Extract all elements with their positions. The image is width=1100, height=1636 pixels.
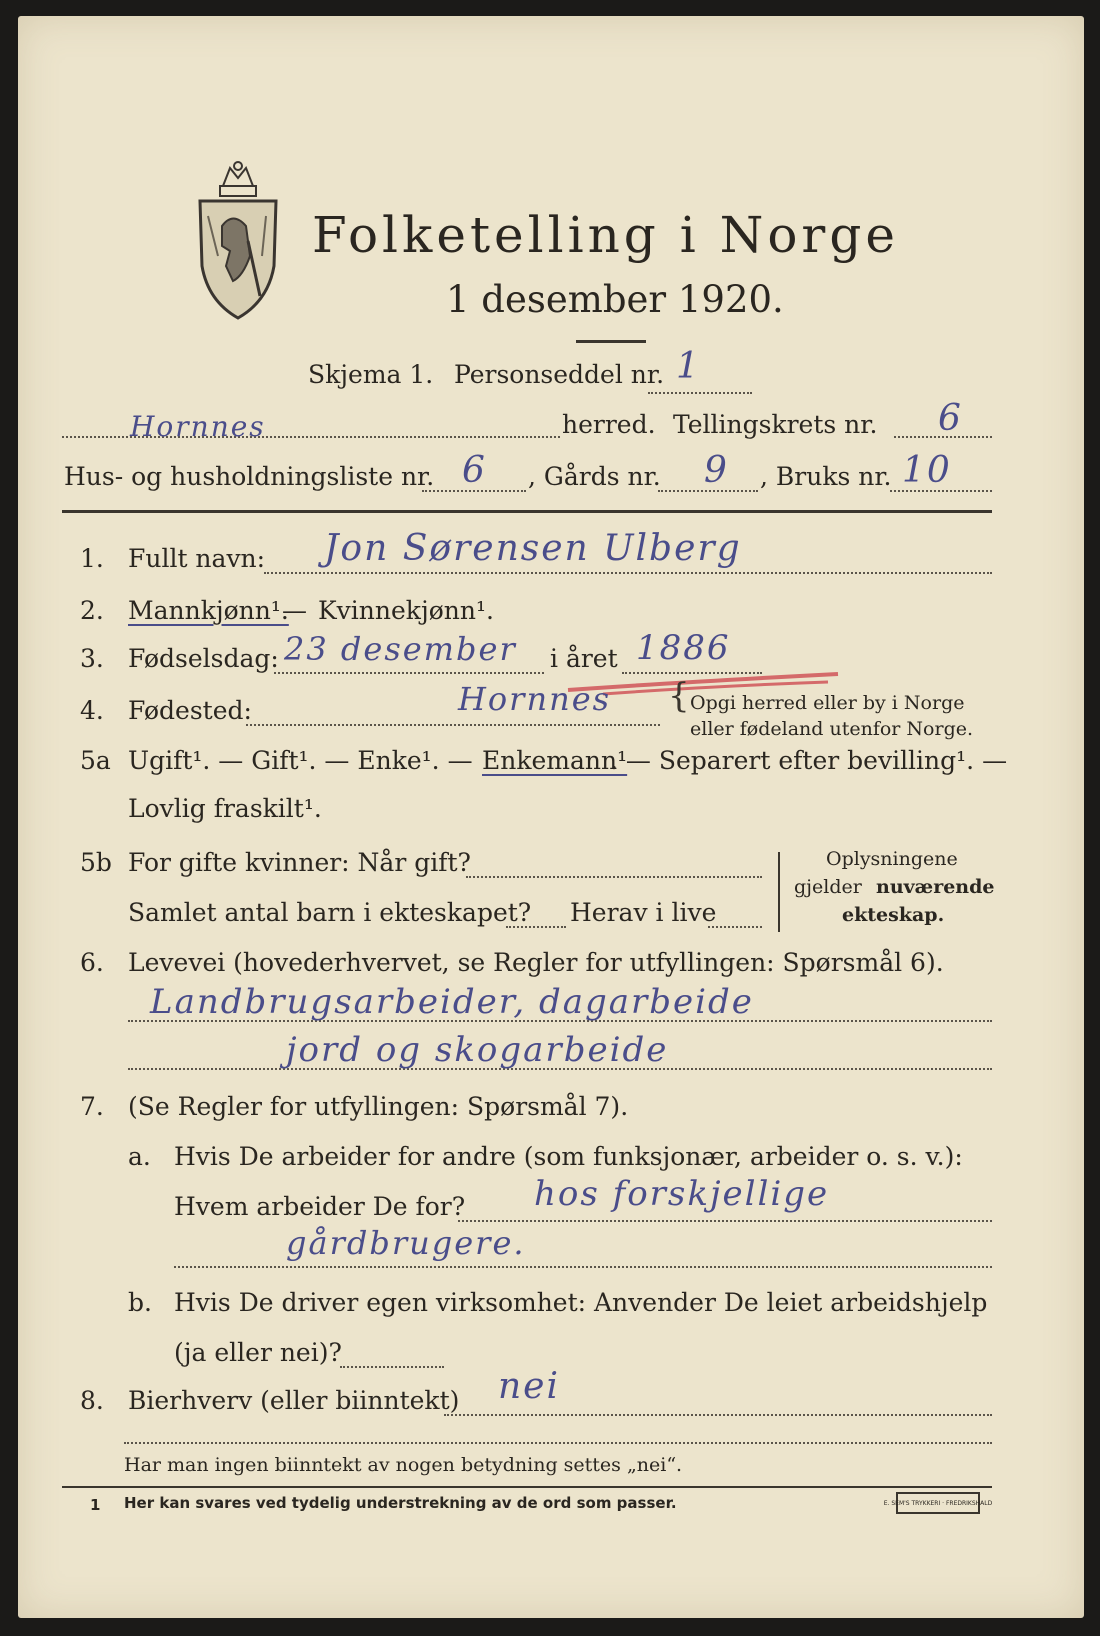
- occupation-value-2: jord og skogarbeide: [286, 1030, 669, 1070]
- q1-label: Fullt navn:: [128, 544, 266, 573]
- side-income-line: [444, 1414, 992, 1416]
- employer-value-2: gårdbrugere.: [286, 1224, 526, 1262]
- q4-number: 4.: [80, 696, 104, 725]
- q2-separator: —: [282, 596, 307, 625]
- hired-help-label: (ja eller nei)?: [174, 1338, 342, 1367]
- birthplace-value: Hornnes: [458, 680, 612, 718]
- birthplace-line: [246, 724, 660, 726]
- q2-number: 2.: [80, 596, 104, 625]
- tellingskrets-label: Tellingskrets nr.: [673, 410, 878, 439]
- census-date: 1 desember 1920.: [446, 278, 784, 321]
- coat-of-arms-icon: [188, 156, 288, 326]
- side-income-value: nei: [498, 1366, 561, 1407]
- footnote-divider: [62, 1486, 992, 1488]
- female-option: Kvinnekjønn¹.: [318, 596, 494, 625]
- title-divider: [576, 340, 646, 343]
- children-total-label: Samlet antal barn i ekteskapet?: [128, 898, 532, 927]
- husliste-value: 6: [462, 450, 487, 491]
- bruks-value: 10: [902, 450, 952, 491]
- occupation-value-1: Landbrugsarbeider, dagarbeide: [150, 982, 754, 1022]
- footer-divider: [124, 1442, 992, 1444]
- census-form-page: Folketelling i Norge 1 desember 1920. Skjema 1. Personseddel nr. 1 Hornnes herred. Tellingskrets nr. 6 Hus- og husholdningsliste nr. 6 , Gårds nr. 9 , Bruks nr. 10 1. Fullt navn: Jon Sørensen Ulberg 2. Mannkjønn¹. — Kvinnekjønn¹. 3. Fødselsdag: 23 desember i året 1886 4. Fødested: Hornnes { Opgi herred eller by i Norge eller fødeland utenfor Norge. 5a Ugift¹. — Gift¹. — Enke¹. — Enkemann¹ . — Separert efter bevilling¹. — Lovlig fraskilt¹. 5b For gifte kvinner: Når gift? Samlet antal barn i ekteskapet? Herav i live Oplysningene gjelder nuværende ekteskap. 6. Levevei (hovederhvervet, se Regler for utfyllingen: Spørsmål 6). Landbrugsarbeider, dagarbeide jord og skogarbeide 7. (Se Regler for utfyllingen: Spørsmål 7). a. Hvis De arbeider for andre (som funksjonær, arbeider o. s. v.): Hvem arbeider De for? hos forskjellige gårdbrugere. b. Hvis De driver egen virksomhet: Anvender De leiet arbeidshjelp (ja eller nei)? 8. Bierhverv (eller biinntekt) nei Har man ingen biinntekt av nogen betydning settes „nei“. 1 Her kan svares ved tydelig understrekning av de ord som passer. E. SEM'S TRYKKERI · FREDRIKSHALD: [18, 16, 1084, 1618]
- footer-note: Har man ingen biinntekt av nogen betydning settes „nei“.: [124, 1454, 683, 1476]
- q1-number: 1.: [80, 544, 104, 573]
- birthday-line: [274, 672, 544, 674]
- skjema-label: Skjema 1.: [308, 360, 434, 389]
- herred-label: herred.: [562, 410, 656, 439]
- form-title: Folketelling i Norge: [312, 206, 899, 264]
- q6-number: 6.: [80, 948, 104, 977]
- tellingskrets-value: 6: [938, 398, 963, 439]
- employer-line-2: [174, 1266, 992, 1268]
- herred-value: Hornnes: [130, 410, 266, 443]
- birthplace-note-1: Opgi herred eller by i Norge: [690, 692, 965, 714]
- bruks-label: , Bruks nr.: [760, 462, 892, 491]
- birthday-value: 23 desember: [284, 630, 517, 668]
- q5a-number: 5a: [80, 746, 111, 775]
- male-option: Mannkjønn¹.: [128, 596, 289, 625]
- gards-label: , Gårds nr.: [528, 462, 661, 491]
- q7b-text: Hvis De driver egen virksomhet: Anvender De leiet arbeidshjelp: [174, 1288, 988, 1317]
- birth-year-value: 1886: [636, 628, 731, 668]
- q4-label: Fødested:: [128, 696, 252, 725]
- occupation-label: Levevei (hovederhvervet, se Regler for utfyllingen: Spørsmål 6).: [128, 948, 944, 977]
- marriage-note-1: Oplysningene: [826, 848, 958, 870]
- marriage-note-current: nuværende: [876, 876, 995, 898]
- employer-line-1: [458, 1220, 992, 1222]
- header-divider: [62, 510, 992, 513]
- q7-label: (Se Regler for utfyllingen: Spørsmål 7).: [128, 1092, 629, 1121]
- children-alive-label: Herav i live: [570, 898, 717, 927]
- marital-options-line2: Lovlig fraskilt¹.: [128, 794, 322, 823]
- printer-stamp: E. SEM'S TRYKKERI · FREDRIKSHALD: [896, 1492, 980, 1514]
- gards-value: 9: [704, 450, 729, 491]
- married-when-label: For gifte kvinner: Når gift?: [128, 848, 471, 877]
- married-when-line: [466, 876, 762, 878]
- footnote-mark: 1: [90, 1496, 101, 1514]
- q3-number: 3.: [80, 644, 104, 673]
- full-name-value: Jon Sørensen Ulberg: [324, 528, 742, 569]
- children-total-line: [506, 926, 566, 928]
- q8-number: 8.: [80, 1386, 104, 1415]
- q7a-letter: a.: [128, 1142, 151, 1171]
- q5b-number: 5b: [80, 848, 112, 877]
- q1-line: [264, 572, 992, 574]
- children-alive-line: [708, 926, 762, 928]
- marital-options-part2: . — Separert efter bevilling¹. —: [610, 746, 1008, 775]
- marriage-note-3: ekteskap.: [842, 904, 945, 926]
- husliste-label: Hus- og husholdningsliste nr.: [64, 462, 435, 491]
- q3-label: Fødselsdag:: [128, 644, 279, 673]
- marriage-note-2: gjelder: [794, 876, 862, 898]
- q7-number: 7.: [80, 1092, 104, 1121]
- marital-options-part1: Ugift¹. — Gift¹. — Enke¹. —: [128, 746, 473, 775]
- footnote-text: Her kan svares ved tydelig understrekning av de ord som passer.: [124, 1494, 677, 1512]
- side-income-label: Bierhverv (eller biinntekt): [128, 1386, 460, 1415]
- personseddel-label: Personseddel nr.: [454, 360, 665, 389]
- year-label: i året: [550, 644, 618, 673]
- q7a-text: Hvis De arbeider for andre (som funksjonær, arbeider o. s. v.):: [174, 1142, 963, 1171]
- hired-help-line: [340, 1366, 444, 1368]
- personseddel-line: [648, 392, 752, 394]
- q7b-letter: b.: [128, 1288, 152, 1317]
- employer-label: Hvem arbeider De for?: [174, 1192, 466, 1221]
- enkemann-option: Enkemann¹: [482, 746, 628, 775]
- personseddel-value: 1: [676, 346, 701, 387]
- birthplace-note-2: eller fødeland utenfor Norge.: [690, 718, 974, 740]
- employer-value-1: hos forskjellige: [534, 1174, 830, 1214]
